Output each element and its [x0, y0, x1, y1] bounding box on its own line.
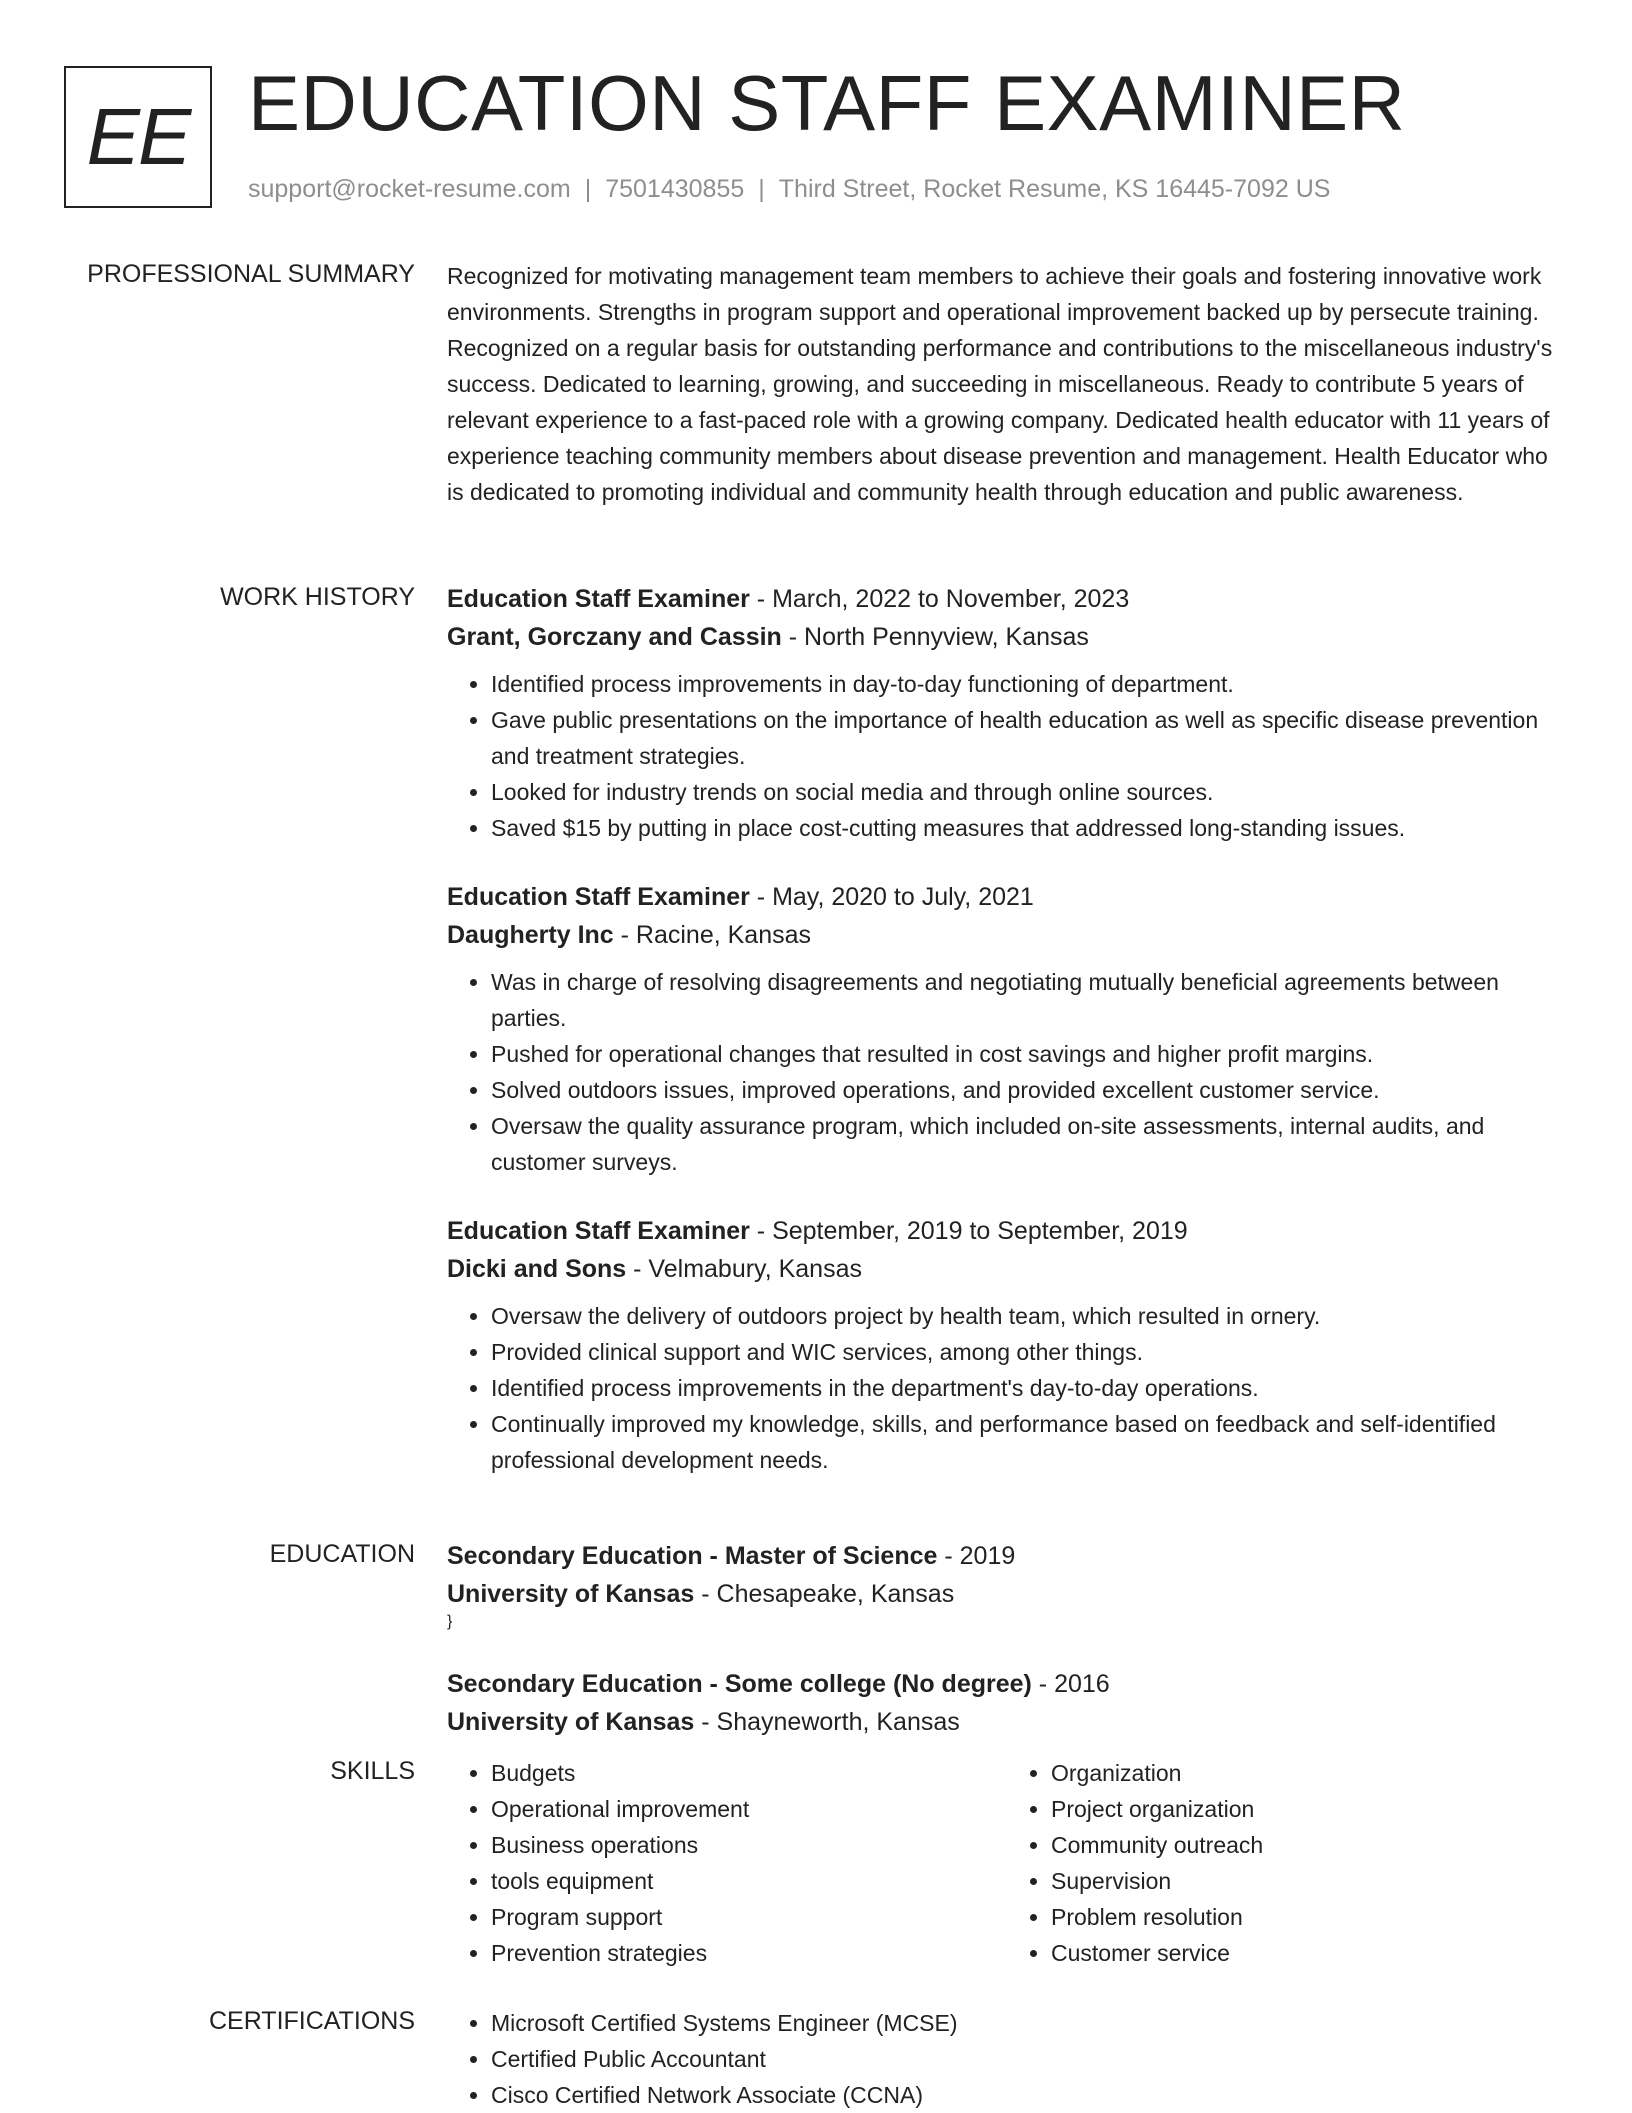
- job-title: Education Staff Examiner: [447, 883, 750, 911]
- school-line: [447, 1575, 1567, 1613]
- section-heading: SKILLS: [330, 1757, 415, 1785]
- job-company: Daugherty Inc: [447, 921, 614, 949]
- list-item: • Was in charge of resolving disagreements and negotiating mutually beneficial agreements between parties.: [491, 964, 1567, 1036]
- list-item: • Provided clinical support and WIC services, among other things.: [491, 1334, 1567, 1370]
- list-item: • Oversaw the quality assurance program, which included on-site assessments, internal audits, and customer surveys.: [491, 1108, 1567, 1180]
- job-entry: [447, 1212, 1567, 1478]
- job-entry: [447, 580, 1567, 846]
- list-item: • Prevention strategies: [491, 1935, 1007, 1971]
- job-dates: - May, 2020 to July, 2021: [749, 883, 1034, 911]
- skills-list-left: [447, 1755, 1007, 1971]
- degree-year: - 2019: [937, 1542, 1016, 1570]
- list-item: • tools equipment: [491, 1863, 1007, 1899]
- list-item: • Gave public presentations on the importance of health education as well as specific disease prevention and treatment strategies.: [491, 702, 1567, 774]
- job-dates: - March, 2022 to November, 2023: [749, 585, 1130, 613]
- job-title: Education Staff Examiner: [447, 1217, 750, 1245]
- list-item: • Pushed for operational changes that resulted in cost savings and higher profit margins.: [491, 1036, 1567, 1072]
- monogram: EE: [64, 66, 212, 208]
- list-item: • Certified Public Accountant: [491, 2041, 1567, 2077]
- job-title-line: [447, 878, 1567, 916]
- list-item: • Oversaw the delivery of outdoors project by health team, which resulted in ornery.: [491, 1298, 1567, 1334]
- section-heading: PROFESSIONAL SUMMARY: [87, 260, 415, 288]
- job-company-line: [447, 1250, 1567, 1288]
- education-body: [447, 1537, 1567, 1741]
- list-item: • Operational improvement: [491, 1791, 1007, 1827]
- email-link[interactable]: support@rocket-resume.com: [248, 175, 571, 203]
- list-item: • Business operations: [491, 1827, 1007, 1863]
- work-history-body: [447, 580, 1567, 1478]
- list-item: • Project organization: [1051, 1791, 1567, 1827]
- list-item: • Continually improved my knowledge, skills, and performance based on feedback and self-identified professional development needs.: [491, 1406, 1567, 1478]
- section-heading: CERTIFICATIONS: [208, 2007, 415, 2035]
- phone-number: 7501430855: [605, 175, 745, 203]
- certifications-list: [447, 2005, 1567, 2113]
- list-item: • Solved outdoors issues, improved operations, and provided excellent customer service.: [491, 1072, 1567, 1108]
- contact-line: [248, 175, 1330, 204]
- address: Third Street, Rocket Resume, KS 16445-7092 US: [778, 175, 1331, 203]
- job-dates: - September, 2019 to September, 2019: [749, 1217, 1188, 1245]
- job-title-line: [447, 580, 1567, 618]
- school-location: - Shayneworth, Kansas: [694, 1708, 960, 1736]
- list-item: • Cisco Certified Network Associate (CCNA): [491, 2077, 1567, 2113]
- education-entry: Secondary Education - Master of Science - 2019 University of Kansas - Chesapeake, Kansas }: [447, 1537, 1567, 1631]
- job-title-line: [447, 1212, 1567, 1250]
- job-bullets: [447, 666, 1567, 846]
- job-location: - Velmabury, Kansas: [626, 1255, 862, 1283]
- list-item: • Community outreach: [1051, 1827, 1567, 1863]
- school-location: - Chesapeake, Kansas: [694, 1580, 955, 1608]
- skills-body: [447, 1755, 1567, 1971]
- contact-separator: |: [758, 175, 765, 203]
- list-item: • Organization: [1051, 1755, 1567, 1791]
- list-item: • Budgets: [491, 1755, 1007, 1791]
- job-title: Education Staff Examiner: [447, 585, 750, 613]
- school: University of Kansas: [447, 1580, 695, 1608]
- list-item: • Customer service: [1051, 1935, 1567, 1971]
- certifications-body: [447, 2005, 1567, 2113]
- degree-line: [447, 1665, 1567, 1703]
- degree: Secondary Education - Some college (No degree): [447, 1670, 1032, 1698]
- job-location: - North Pennyview, Kansas: [781, 623, 1089, 651]
- list-item: • Supervision: [1051, 1863, 1567, 1899]
- list-item: • Saved $15 by putting in place cost-cutting measures that addressed long-standing issues.: [491, 810, 1567, 846]
- school: University of Kansas: [447, 1708, 695, 1736]
- degree-year: - 2016: [1031, 1670, 1110, 1698]
- degree: Secondary Education - Master of Science: [447, 1542, 938, 1570]
- summary-text: Recognized for motivating management team members to achieve their goals and fostering innovative work environments. Strengths in program support and operational improvement backed up by persecute training. Recognized on a regular basis for outstanding performance and contributions to the miscellaneous industry's success. Dedicated to learning, growing, and succeeding in miscellaneous. Ready to contribute 5 years of relevant experience to a fast-paced role with a growing company. Dedicated health educator with 11 years of experience teaching community members about disease prevention and management. Health Educator who is dedicated to promoting individual and community health through education and public awareness.: [447, 263, 1553, 505]
- section-heading: EDUCATION: [269, 1540, 415, 1568]
- job-company: Grant, Gorczany and Cassin: [447, 623, 782, 651]
- job-company: Dicki and Sons: [447, 1255, 627, 1283]
- job-entry: [447, 878, 1567, 1180]
- education-entry: [447, 1665, 1567, 1741]
- list-item: • Identified process improvements in day-to-day functioning of department.: [491, 666, 1567, 702]
- list-item: • Microsoft Certified Systems Engineer (MCSE): [491, 2005, 1567, 2041]
- contact-separator: |: [584, 175, 592, 203]
- job-location: - Racine, Kansas: [613, 921, 812, 949]
- job-company-line: [447, 916, 1567, 954]
- job-bullets: [447, 1298, 1567, 1478]
- section-heading: WORK HISTORY: [220, 583, 415, 611]
- list-item: • Problem resolution: [1051, 1899, 1567, 1935]
- list-item: • Looked for industry trends on social media and through online sources.: [491, 774, 1567, 810]
- school-line: [447, 1703, 1567, 1741]
- list-item: • Program support: [491, 1899, 1007, 1935]
- skills-list-right: [1007, 1755, 1567, 1971]
- degree-line: [447, 1537, 1567, 1575]
- job-company-line: [447, 618, 1567, 656]
- job-bullets: [447, 964, 1567, 1180]
- page-title: EDUCATION STAFF EXAMINER: [248, 59, 1406, 147]
- list-item: • Identified process improvements in the department's day-to-day operations.: [491, 1370, 1567, 1406]
